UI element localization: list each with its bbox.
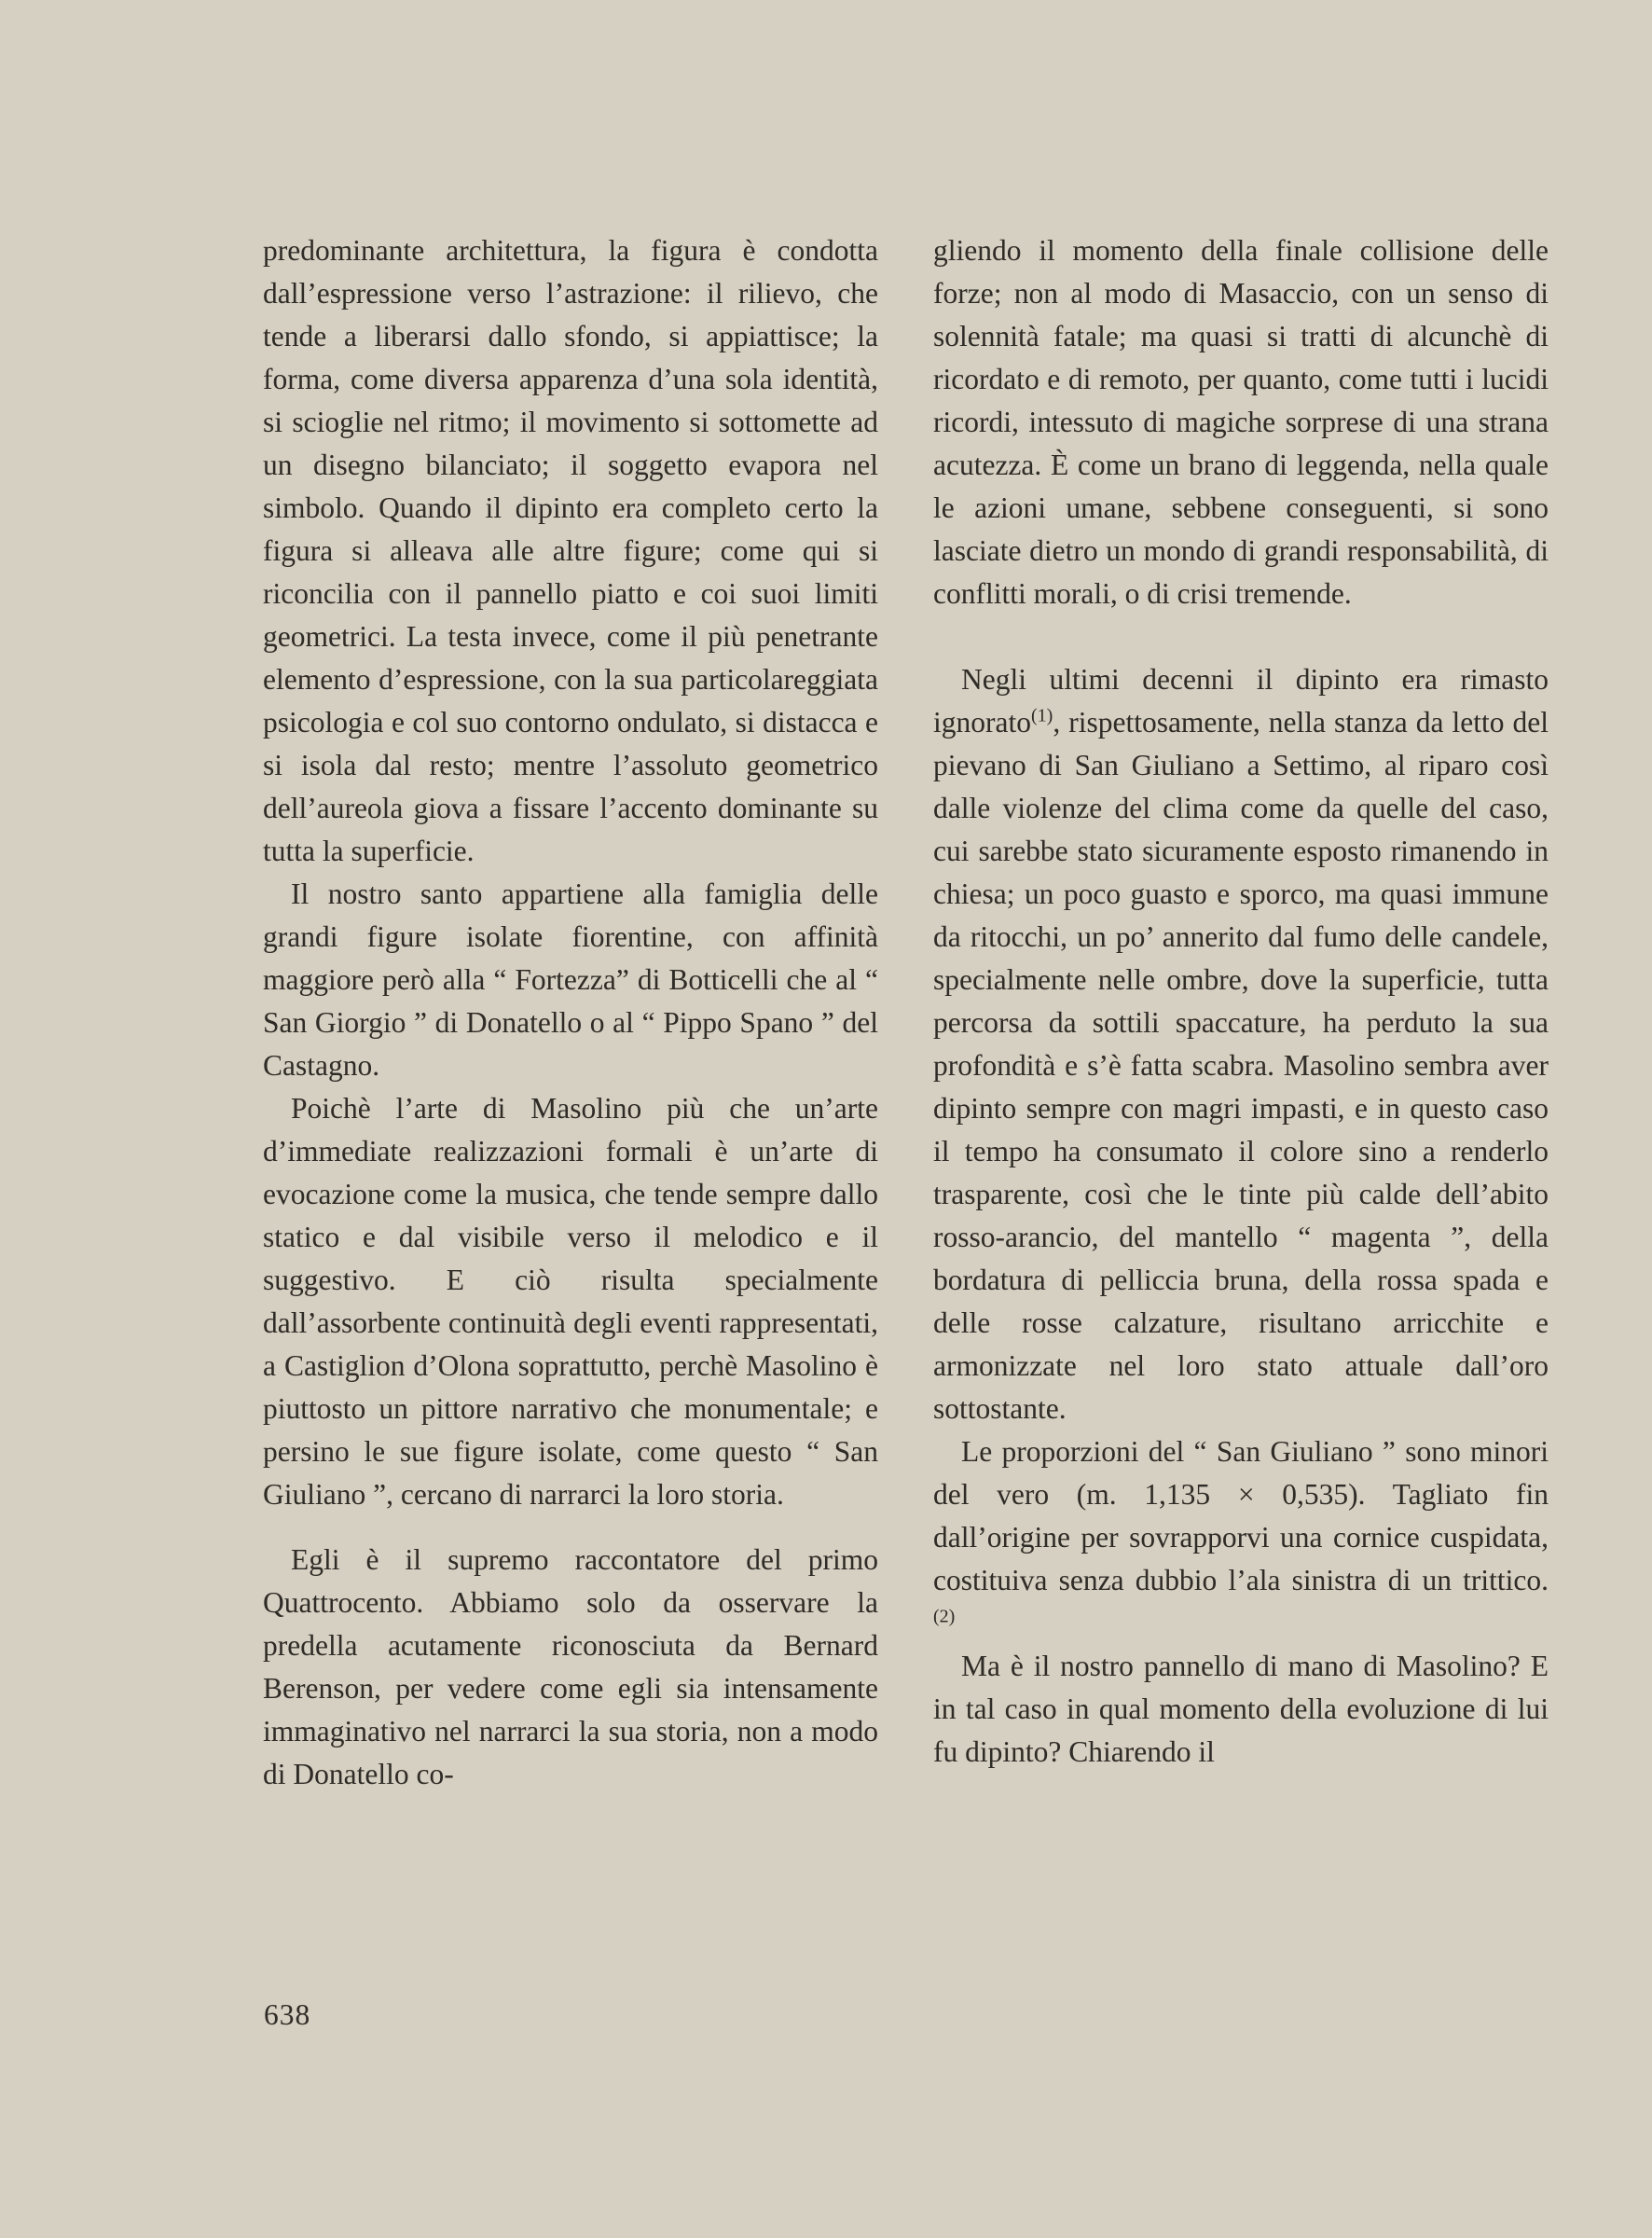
paragraph: Il nostro santo appartiene alla famiglia delle grandi figure isolate fiorentine, con affinità maggiore però alla “ Fortezza” di Botticelli che al “ San Giorgio ” di Donatello o al “ Pippo Spano ” del Castagno. (263, 877, 878, 1082)
paragraph: Poichè l’arte di Masolino più che un’arte d’immediate realizzazioni formali è un’arte di evocazione come la musica, che tende sempre dallo statico e dal visibile verso il melodico e il suggestivo. E ciò risulta specialmente dall’assorbente continuità degli eventi rappresentati, a Castiglion d’Olona soprattutto, perchè Masolino è piuttosto un pittore narrativo che monumentale; e persino le sue figure isolate, come questo “ San Giuliano ”, cercano di narrarci la loro storia. (263, 1092, 878, 1511)
paragraph: predominante architettura, la figura è condotta dall’espressione verso l’astrazione: il rilievo, che tende a liberarsi dallo sfondo, si appiattisce; la forma, come diversa apparenza d’una sola identità, si scioglie nel ritmo; il movimento si sottomette ad un disegno bilanciato; il soggetto evapora nel simbolo. Quando il dipinto era completo certo la figura si alleava alle altre figure; come qui si riconcilia con il pannello piatto e coi suoi limiti geometrici. La testa invece, come il più penetrante elemento d’espressione, con la sua particolareggiata psicologia e col suo contorno ondulato, si distacca e si isola dal resto; mentre l’assoluto geometrico dell’aureola giova a fissare l’accento dominante su tutta la superficie. (263, 234, 878, 867)
footnote-ref: (1) (1030, 705, 1053, 726)
paragraph (933, 658, 1549, 1430)
paragraph-text: Le proporzioni del “ San Giuliano ” sono minori del vero (m. 1,135 × 0,535). Tagliato fin dall’origine per sovrapporvi una cornice cuspidata, costituiva senza dubbio l’ala sinistra di un trittico. (933, 1435, 1549, 1596)
footnote-ref: (2) (933, 1606, 956, 1627)
page-number: 638 (264, 1998, 311, 2031)
right-column (933, 229, 1549, 1774)
paragraph-text: Negli ultimi decenni il dipinto era rimasto ignorato (933, 663, 1549, 739)
left-column (263, 229, 878, 1796)
paragraph: Ma è il nostro pannello di mano di Masolino? E in tal caso in qual momento della evoluzione di lui fu dipinto? Chiarendo il (933, 1650, 1549, 1768)
paragraph: Egli è il supremo raccontatore del primo Quattrocento. Abbiamo solo da osservare la predella acutamente riconosciuta da Bernard Berenson, per vedere come egli sia intensamente immaginativo nel narrarci la sua storia, non a modo di Donatello co- (263, 1543, 878, 1790)
paragraph (933, 1430, 1549, 1645)
paragraph-text: , rispettosamente, nella stanza da letto del pievano di San Giuliano a Settimo, al riparo così dalle violenze del clima come da quelle del caso, cui sarebbe stato sicuramente esposto rimanendo in chiesa; un poco guasto e sporco, ma quasi immune da ritocchi, un po’ annerito dal fumo delle candele, specialmente nelle ombre, dove la superficie, tutta percorsa da sottili spaccature, ha perduto la sua profondità e s’è fatta scabra. Masolino sembra aver dipinto sempre con magri impasti, e in questo caso il tempo ha consumato il colore sino a renderlo trasparente, così che le tinte più calde dell’abito rosso-arancio, del mantello “ magenta ”, della bordatura di pelliccia bruna, della rossa spada e delle rosse calzature, risultano arricchite e armonizzate nel loro stato attuale dall’oro sottostante. (933, 706, 1549, 1425)
paragraph: gliendo il momento della finale collisione delle forze; non al modo di Masaccio, con un senso di solennità fatale; ma quasi si tratti di alcunchè di ricordato e di remoto, per quanto, come tutti i lucidi ricordi, intessuto di magiche sorprese di una strana acutezza. È come un brano di leggenda, nella quale le azioni umane, sebbene conseguenti, si sono lasciate dietro un mondo di grandi responsabilità, di conflitti morali, o di crisi tremende. (933, 234, 1549, 610)
